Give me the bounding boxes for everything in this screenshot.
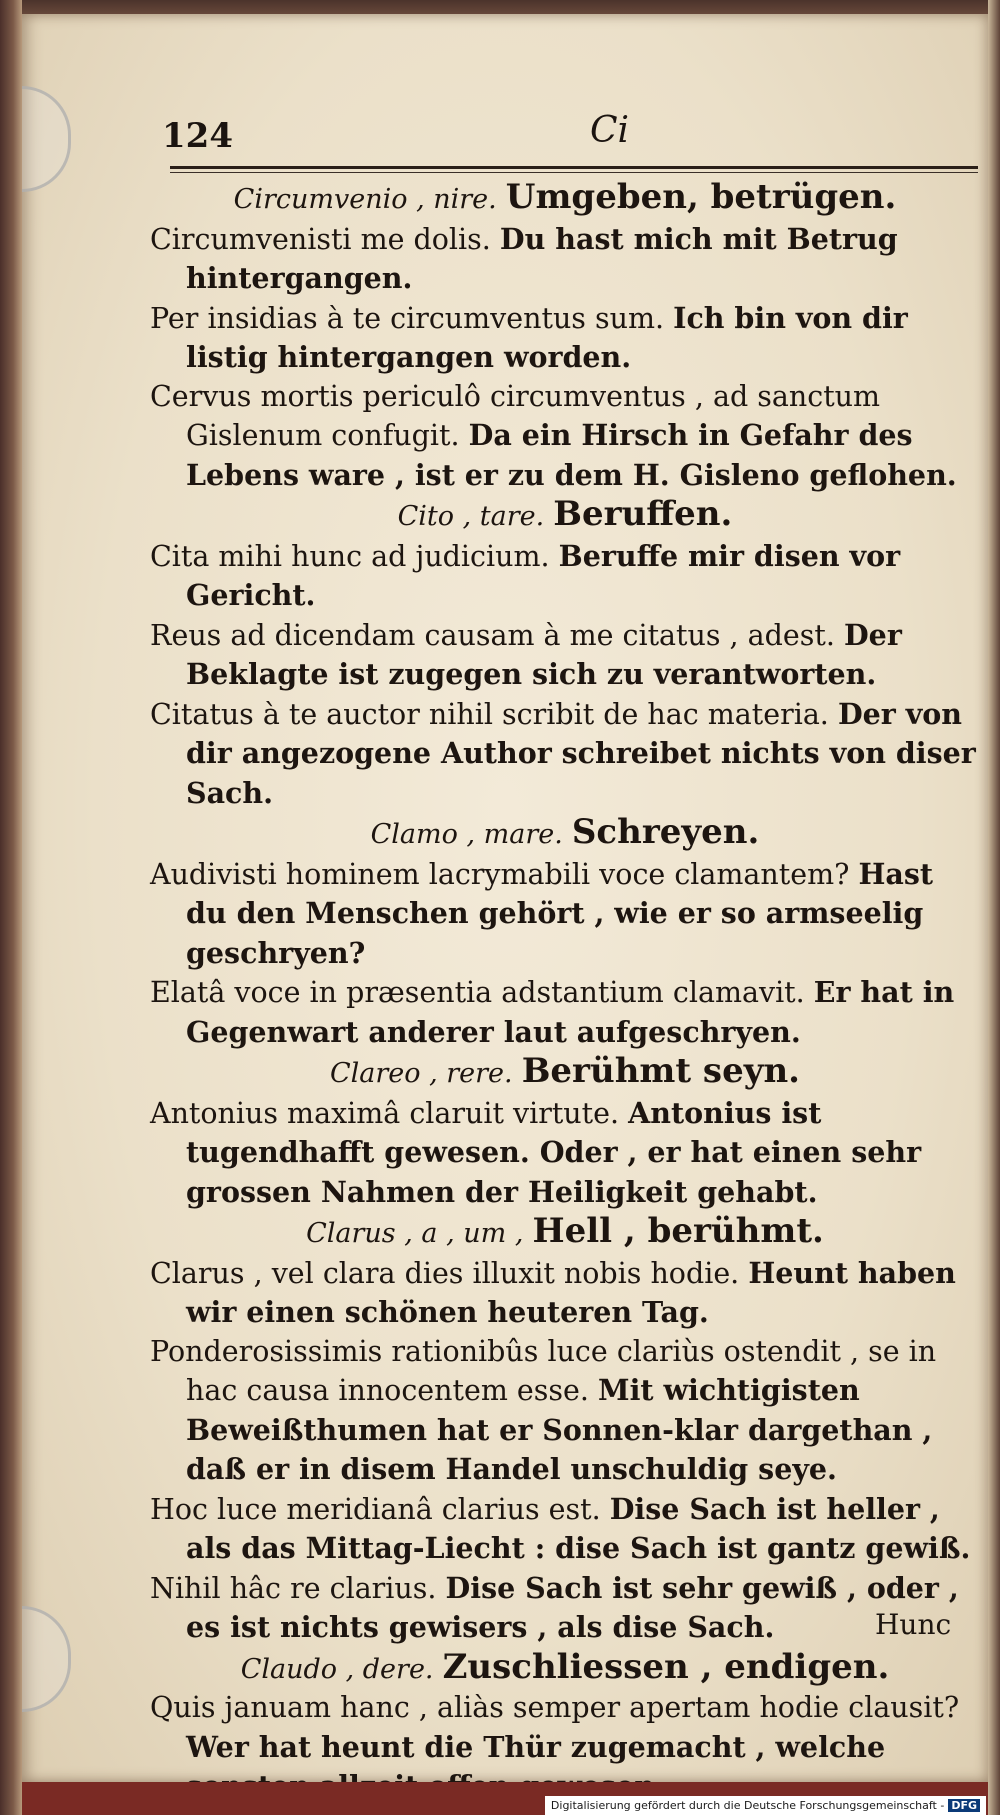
lemma-heading: Clareo , rere. Berühmt seyn. [329, 1051, 801, 1091]
example-entry: Elatâ voce in præsentia adstantium clamavit. Er hat in Gegenwart anderer laut aufgeschryen. [150, 975, 955, 1049]
dictionary-text [150, 178, 980, 1807]
example-entry: Antonius maximâ claruit virtute. Antonius ist tugendhafft gewesen. Oder , er hat einen sehr grossen Nahmen der Heiligkeit gehabt. [150, 1095, 922, 1209]
example-entry: Cita mihi hunc ad judicium. Beruffe mir disen vor Gericht. [150, 538, 901, 612]
example-entry: Quis januam hanc , aliàs semper apertam hodie clausit? Wer hat heunt die Thür zugemacht , welche [150, 1691, 960, 1764]
page-header [162, 110, 980, 156]
running-head: Ci [590, 110, 630, 151]
credit-text: Digitalisierung gefördert durch die Deutsche Forschungsgemeinschaft - [550, 1799, 945, 1812]
dfg-logo: DFG [948, 1799, 980, 1812]
example-entry: Hoc luce meridianâ clarius est. Dise Sach ist heller , als das Mittag-Liecht : dise Sach ist gantz gewiß. [150, 1491, 971, 1565]
header-rule-thin [170, 172, 978, 173]
example-entry: Nihil hâc re clarius. Dise Sach ist sehr gewiß , oder , es ist nichts gewisers , als dise Sach. [150, 1570, 959, 1644]
example-entry: Audivisti hominem lacrymabili voce clamantem? Hast du den Menschen gehört , wie er so armseelig geschryen? [150, 856, 934, 970]
lemma-heading: Claudo , dere. Zuschliessen , endigen. [240, 1646, 890, 1687]
header-rule [170, 166, 978, 169]
example-entry: Ponderosissimis rationibûs luce clariùs ostendit , se in hac causa innocentem esse. Mit wichtigisten Beweißthumen hat er Sonnen-klar dargethan , daß er in disem Handel unschuldig seye. [150, 1334, 937, 1486]
digitization-credit [545, 1796, 986, 1815]
lemma-heading: Clarus , a , um , Hell , berühmt. [306, 1211, 824, 1251]
example-entry: Circumvenisti me dolis. Du hast mich mit Betrug hintergangen. [150, 221, 898, 295]
example-entry: Clarus , vel clara dies illuxit nobis hodie. Heunt haben wir einen schönen heuteren Tag. [150, 1255, 956, 1329]
book-fore-edge [988, 0, 1000, 1815]
book-binding-edge [0, 0, 22, 1815]
lemma-heading: Clamo , mare. Schreyen. [370, 812, 760, 852]
catchword: Hunc [875, 1608, 952, 1641]
example-entry: Cervus mortis periculô circumventus , ad sanctum Gislenum confugit. Da ein Hirsch in Gefahr des Lebens ware , ist er zu dem H. Gisleno geflohen. [150, 379, 957, 492]
lemma-heading: Circumvenio , nire. Umgeben, betrügen. [233, 177, 897, 217]
page-number: 124 [162, 116, 233, 156]
example-entry: Reus ad dicendam causam à me citatus , adest. Der Beklagte ist zugegen sich zu verantworten. [150, 617, 902, 691]
example-entry: Citatus à te auctor nihil scribit de hac materia. Der von dir angezogene Author schreibet nichts von diser Sach. [150, 696, 976, 810]
lemma-heading: Cito , tare. Beruffen. [397, 494, 733, 534]
page-clip-top [22, 86, 71, 192]
page-clip-bottom [22, 1606, 71, 1712]
example-entry: Per insidias à te circumventus sum. Ich bin von dir listig hintergangen worden. [150, 300, 908, 374]
